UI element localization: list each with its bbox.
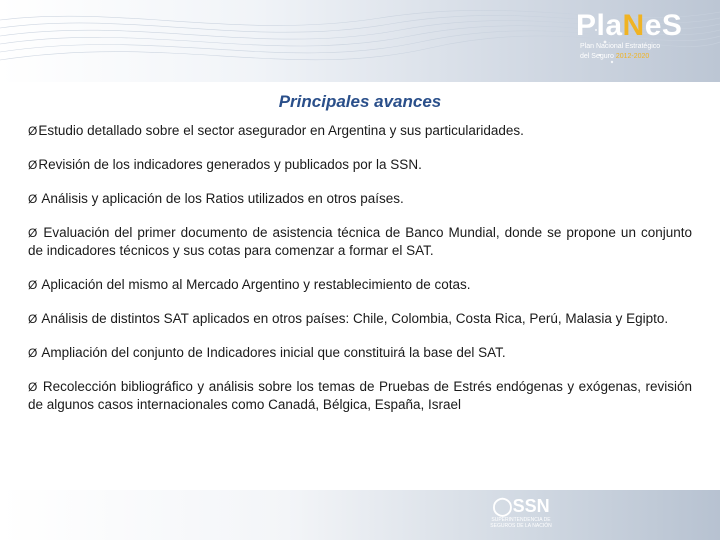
- list-item-text: Revisión de los indicadores generados y publicados por la SSN.: [38, 157, 422, 172]
- header-band: [0, 0, 720, 82]
- arrow-bullet-icon: Ø: [28, 226, 38, 240]
- ssn-logo: [486, 496, 556, 529]
- planes-logo: [576, 10, 696, 62]
- ssn-wordmark: [486, 496, 556, 517]
- logo-tagline-line2: [580, 52, 696, 62]
- list-item-text: Aplicación del mismo al Mercado Argentino y restablecimiento de cotas.: [38, 277, 471, 292]
- arrow-bullet-icon: Ø: [28, 346, 38, 360]
- list-item: [28, 156, 692, 174]
- logo-wordmark-part1: Pla: [576, 9, 623, 42]
- logo-wordmark-part2: eS: [644, 9, 683, 42]
- list-item: [28, 122, 692, 140]
- list-item-text: Estudio detallado sobre el sector asegurador en Argentina y sus particularidades.: [38, 123, 524, 138]
- logo-tagline-years: 2012-2020: [615, 53, 650, 60]
- logo-tagline-prefix: del Seguro: [580, 53, 616, 60]
- arrow-bullet-icon: Ø: [28, 124, 38, 138]
- arrow-bullet-icon: Ø: [28, 278, 38, 292]
- list-item: [28, 344, 692, 362]
- logo-tagline-line1: Plan Nacional Estratégico: [580, 43, 661, 50]
- list-item-text: Ampliación del conjunto de Indicadores inicial que constituirá la base del SAT.: [38, 345, 506, 360]
- list-item: [28, 310, 692, 328]
- list-item: [28, 190, 692, 208]
- list-item-text: Recolección bibliográfico y análisis sobre los temas de Pruebas de Estrés endógenas y exógenas, revisión de algunos casos internacionales como Canadá, Bélgica, España, Israel: [28, 379, 692, 412]
- ssn-tagline-line2: SEGUROS DE LA NACIÓN: [490, 523, 552, 529]
- slide-title: Principales avances: [278, 92, 442, 111]
- ssn-circle-icon: ◯: [492, 496, 513, 516]
- list-item-text: Evaluación del primer documento de asistencia técnica de Banco Mundial, donde se propone un conjunto de indicadores técnicos y sus cotas para comenzar a formar el SAT.: [28, 225, 692, 258]
- list-item: [28, 276, 692, 294]
- arrow-bullet-icon: Ø: [28, 312, 38, 326]
- arrow-bullet-icon: Ø: [28, 380, 38, 394]
- logo-wordmark: [576, 10, 696, 42]
- arrow-bullet-icon: Ø: [28, 192, 38, 206]
- arrow-bullet-icon: Ø: [28, 158, 38, 172]
- list-item-text: Análisis de distintos SAT aplicados en otros países: Chile, Colombia, Costa Rica, Perú, Malasia y Egipto.: [38, 311, 669, 326]
- list-item: [28, 378, 692, 414]
- bullet-list: [28, 122, 692, 430]
- logo-wordmark-accent: N: [622, 9, 645, 42]
- ssn-tagline-line1: SUPERINTENDENCIA DE: [491, 517, 551, 523]
- footer-band: [0, 490, 720, 540]
- ssn-wordmark-text: SSN: [512, 496, 550, 516]
- list-item: [28, 224, 692, 260]
- list-item-text: Análisis y aplicación de los Ratios utilizados en otros países.: [38, 191, 404, 206]
